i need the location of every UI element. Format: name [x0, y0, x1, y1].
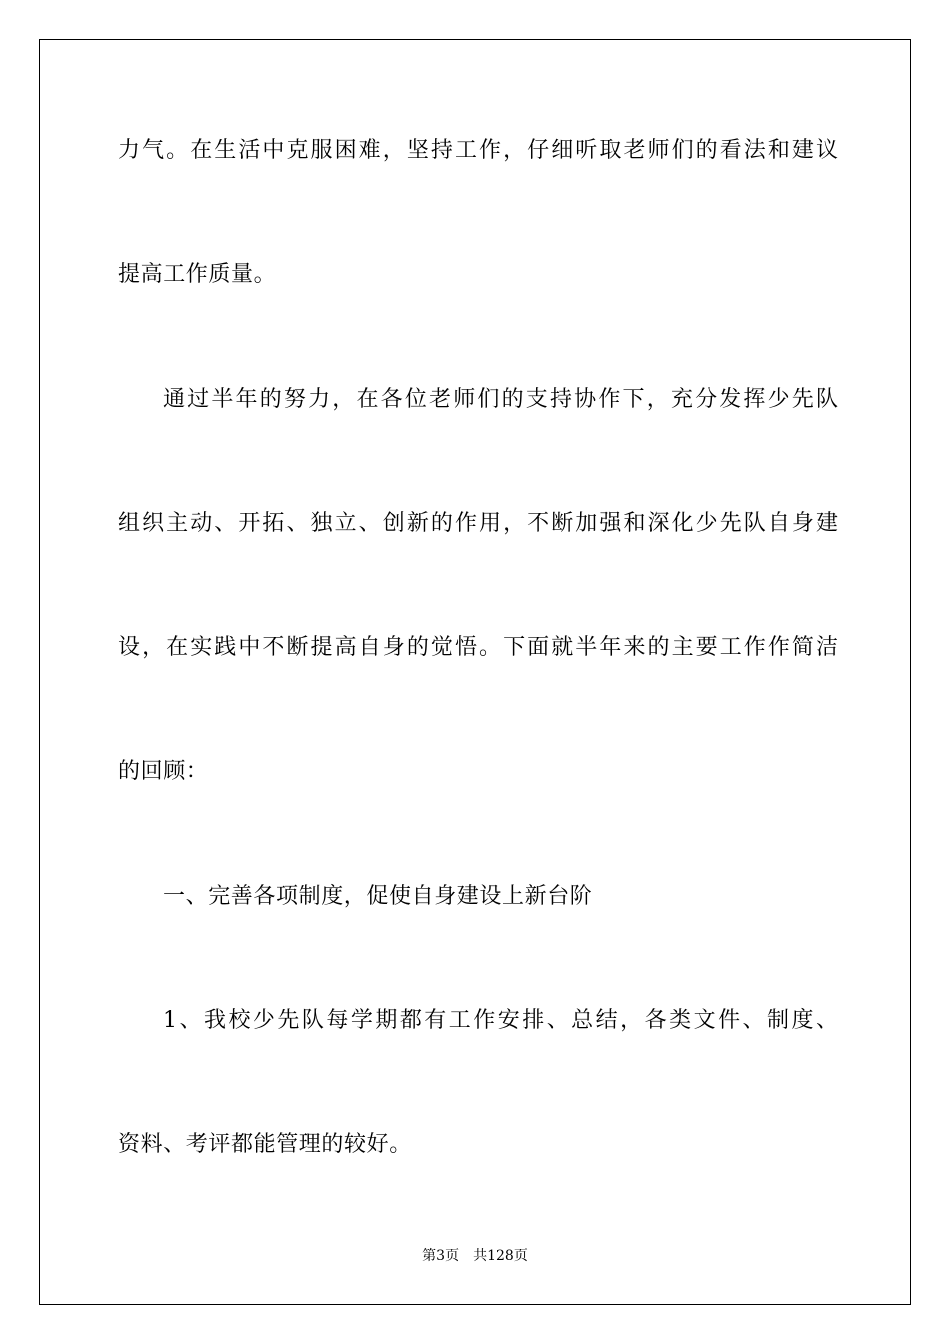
paragraph-line: 组织主动、开拓、独立、创新的作用，不断加强和深化少先队自身建: [118, 511, 838, 536]
paragraph-line: 的回顾：: [118, 759, 209, 784]
paragraph-line: 力气。在生活中克服困难，坚持工作，仔细听取老师们的看法和建议: [118, 138, 838, 163]
paragraph-line: 1、我校少先队每学期都有工作安排、总结，各类文件、制度、: [163, 1008, 838, 1033]
paragraph-line: 设，在实践中不断提高自身的觉悟。下面就半年来的主要工作作简洁: [118, 635, 838, 660]
paragraph-line: 通过半年的努力，在各位老师们的支持协作下，充分发挥少先队: [163, 387, 838, 412]
page-number: 第3页: [422, 1248, 460, 1264]
page-border: [39, 39, 911, 1305]
paragraph-line: 资料、考评都能管理的较好。: [118, 1132, 412, 1157]
section-heading: 一、完善各项制度，促使自身建设上新台阶: [163, 884, 593, 909]
page-total: 共128页: [473, 1248, 528, 1264]
paragraph-line: 提高工作质量。: [118, 262, 277, 287]
page-footer: [0, 1246, 950, 1266]
